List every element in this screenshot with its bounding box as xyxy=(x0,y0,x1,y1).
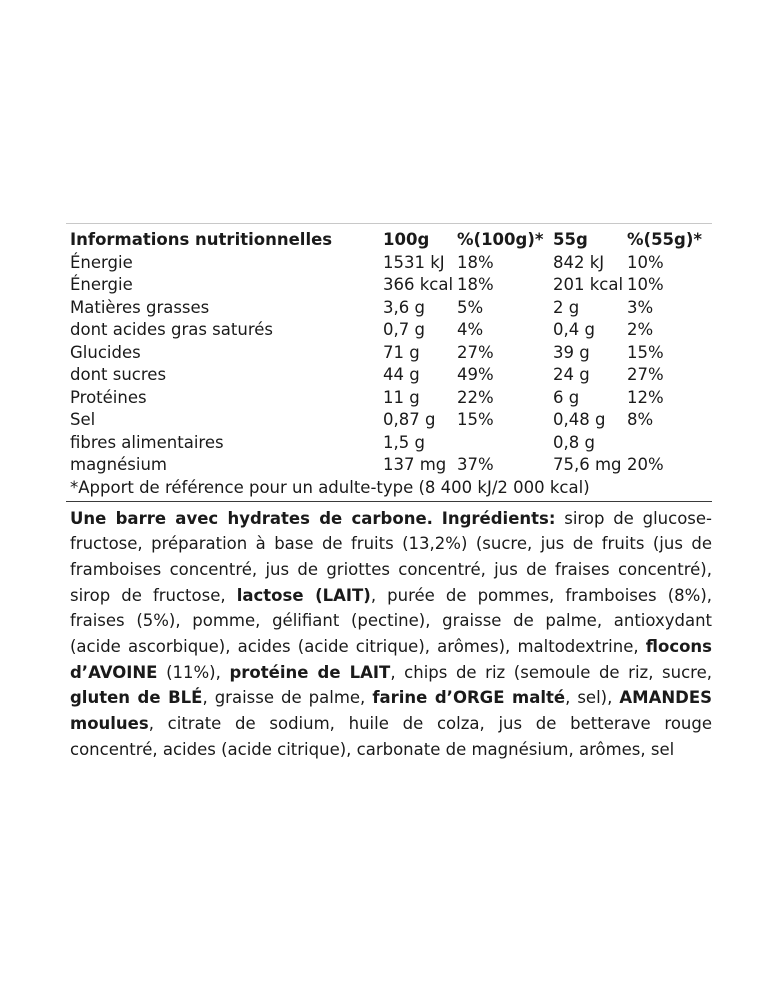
value-100g-cell: 44 g xyxy=(383,365,420,384)
ingredient-text: sirop de glucose-fructose, préparation à base de fruits (13,2%) (sucre, jus de fruits (jus de framboises concentré, jus de griottes concentré, jus de fraises concentré), sirop de fructose, xyxy=(70,508,712,605)
table-row xyxy=(66,274,712,297)
value-100g-cell: 11 g xyxy=(383,387,420,407)
ingredients-text xyxy=(66,502,712,763)
column-header-percent-55g: %(55g)* xyxy=(627,230,703,249)
value-55g-cell: 24 g xyxy=(553,365,590,384)
percent-55g-cell: 27% xyxy=(627,365,664,384)
ingredient-highlight: protéine de LAIT xyxy=(229,662,391,682)
ingredient-text xyxy=(433,509,442,528)
ingredient-text: (11%), xyxy=(157,662,230,682)
nutrition-label xyxy=(66,223,712,763)
table-row xyxy=(66,409,712,432)
value-55g-cell: 2 g xyxy=(553,297,580,317)
nutrient-name-cell: Énergie xyxy=(70,252,133,272)
nutrient-name-cell: Énergie xyxy=(70,275,133,294)
percent-100g-cell: 49% xyxy=(457,365,494,384)
percent-100g-cell xyxy=(453,432,549,455)
nutrition-table xyxy=(66,229,712,477)
ingredient-text: , sel), xyxy=(565,688,620,708)
percent-100g-cell: 37% xyxy=(457,455,494,474)
nutrient-name-cell: Glucides xyxy=(70,342,141,362)
nutrient-name-cell: Matières grasses xyxy=(70,297,210,317)
value-55g-cell: 842 kJ xyxy=(553,252,605,272)
table-row xyxy=(66,454,712,477)
ingredient-highlight: AMANDES moulues xyxy=(70,688,712,734)
nutrient-name-cell: fibres alimentaires xyxy=(70,432,224,452)
percent-100g-cell: 18% xyxy=(457,275,494,294)
value-100g-cell: 1,5 g xyxy=(383,432,425,452)
percent-55g-cell: 20% xyxy=(627,455,664,474)
nutrient-name-cell: Sel xyxy=(70,410,96,429)
percent-55g-cell: 10% xyxy=(627,252,664,272)
value-100g-cell: 71 g xyxy=(383,342,420,362)
ingredient-highlight: Ingrédients: xyxy=(441,508,556,528)
percent-55g-cell: 10% xyxy=(627,275,664,294)
value-55g-cell: 0,8 g xyxy=(553,432,595,452)
percent-100g-cell: 5% xyxy=(457,297,484,317)
nutrient-name-cell: dont acides gras saturés xyxy=(70,320,273,339)
percent-100g-cell: 22% xyxy=(457,387,494,407)
value-100g-cell: 1531 kJ xyxy=(383,252,445,272)
ingredient-highlight: gluten de BLÉ xyxy=(70,688,203,708)
ingredient-highlight: lactose (LAIT) xyxy=(236,585,371,605)
percent-55g-cell: 12% xyxy=(627,387,664,407)
percent-55g-cell: 2% xyxy=(627,320,654,339)
reference-intake-footnote: *Apport de référence pour un adulte-type (8 400 kJ/2 000 kcal) xyxy=(70,477,590,497)
nutrient-name-cell: Protéines xyxy=(70,387,147,407)
table-row xyxy=(66,252,712,275)
percent-55g-cell: 8% xyxy=(627,410,654,429)
percent-55g-cell: 3% xyxy=(627,297,654,317)
percent-55g-cell: 15% xyxy=(627,342,664,362)
column-header-percent-100g: %(100g)* xyxy=(457,230,544,249)
nutrient-name-cell: magnésium xyxy=(70,455,167,474)
ingredient-text: , citrate de sodium, huile de colza, jus de betterave rouge concentré, acides (acide citrique), carbonate de magnésium, arômes, sel xyxy=(70,714,712,759)
table-row xyxy=(66,364,712,387)
value-100g-cell: 0,7 g xyxy=(383,320,425,339)
ingredient-text: , graisse de palme, xyxy=(202,688,373,708)
value-55g-cell: 0,48 g xyxy=(553,410,606,429)
percent-100g-cell: 4% xyxy=(457,320,484,339)
top-rule xyxy=(66,223,712,224)
column-header-per-55g: 55g xyxy=(553,230,588,249)
value-100g-cell: 366 kcal xyxy=(383,275,454,294)
ingredient-highlight: Une barre avec hydrates de carbone. xyxy=(70,508,433,528)
table-row xyxy=(66,297,712,320)
nutrition-table-body xyxy=(66,252,712,477)
ingredient-text: , purée de pommes, framboises (8%), fraises (5%), pomme, gélifiant (pectine), graisse de palme, antioxydant (acide ascorbique), acides (acide citrique), arômes), maltodextrine, xyxy=(70,585,713,657)
percent-55g-cell xyxy=(623,432,712,455)
column-header-per-100g: 100g xyxy=(383,230,430,249)
percent-100g-cell: 18% xyxy=(457,252,494,272)
column-header-nutrient: Informations nutritionnelles xyxy=(70,230,333,249)
value-55g-cell: 6 g xyxy=(553,387,580,407)
value-55g-cell: 75,6 mg xyxy=(553,455,622,474)
value-55g-cell: 39 g xyxy=(553,342,590,362)
table-row xyxy=(66,387,712,410)
ingredient-highlight: flocons d’AVOINE xyxy=(70,637,712,682)
table-row xyxy=(66,342,712,365)
ingredient-highlight: farine d’ORGE malté xyxy=(372,688,566,708)
table-row xyxy=(66,319,712,342)
value-100g-cell: 3,6 g xyxy=(383,297,425,317)
value-100g-cell: 137 mg xyxy=(383,455,447,474)
value-100g-cell: 0,87 g xyxy=(383,410,436,429)
percent-100g-cell: 27% xyxy=(457,342,494,362)
value-55g-cell: 0,4 g xyxy=(553,320,595,339)
table-header-row xyxy=(66,229,712,252)
table-row xyxy=(66,432,712,455)
ingredient-text: , chips de riz (semoule de riz, sucre, xyxy=(390,662,712,682)
nutrient-name-cell: dont sucres xyxy=(70,365,167,384)
value-55g-cell: 201 kcal xyxy=(553,275,624,294)
percent-100g-cell: 15% xyxy=(457,410,494,429)
